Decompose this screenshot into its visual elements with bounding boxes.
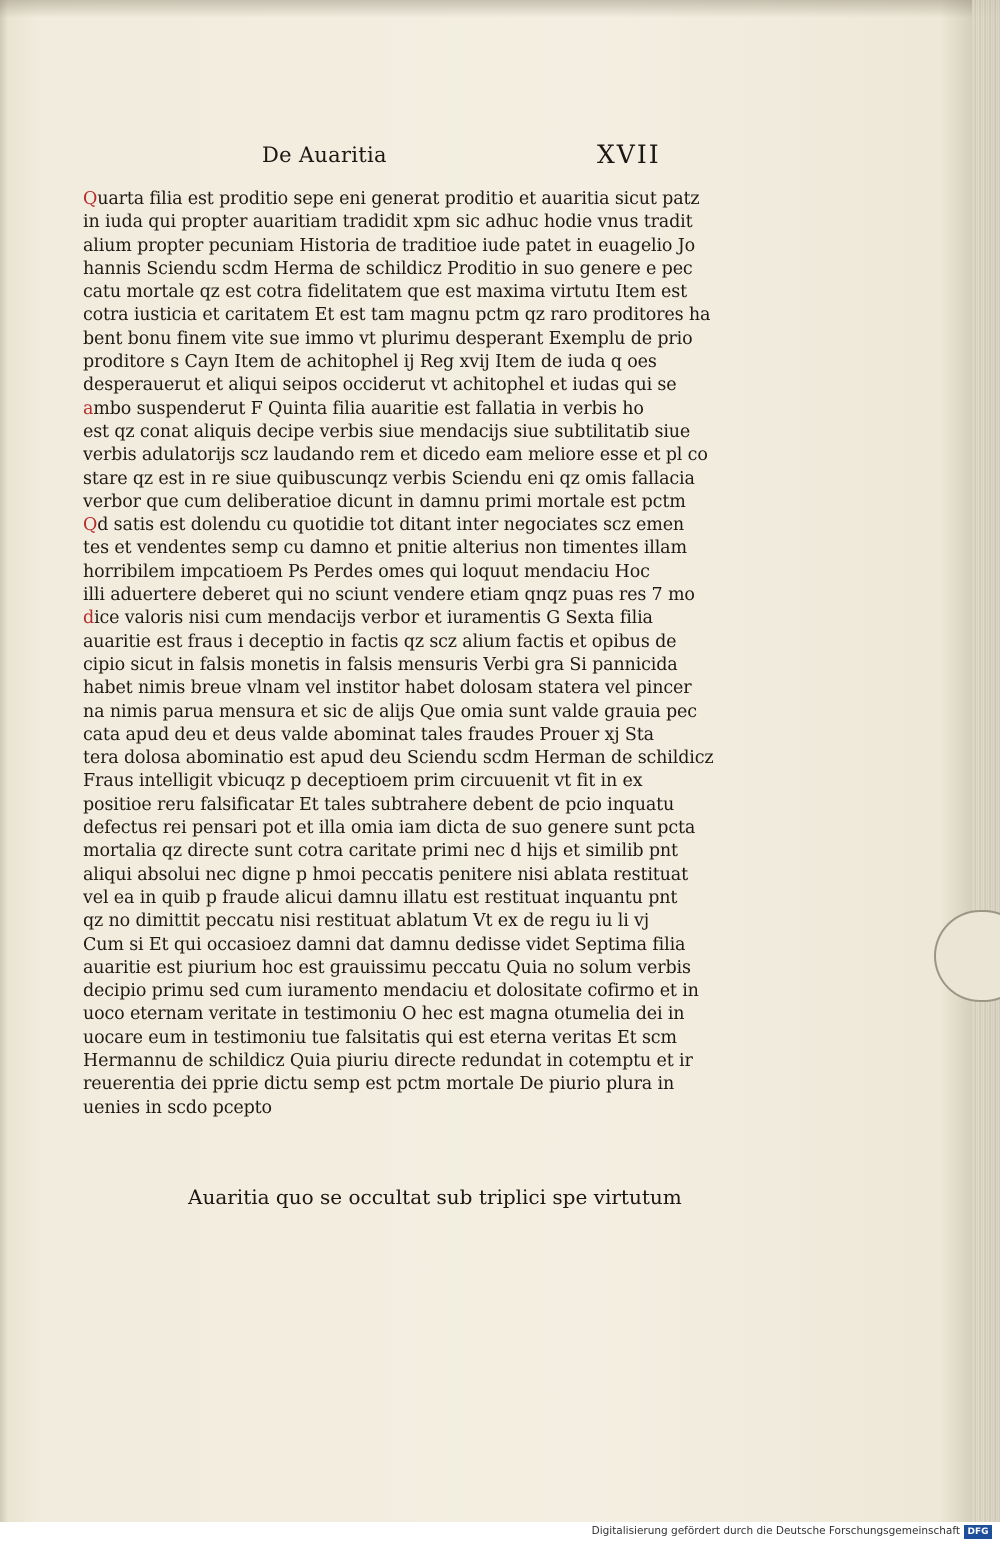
rubricated-initial: Q [83,189,98,209]
text-line: vel ea in quib p fraude alicui damnu illatu est restituat inquantu pnt [83,887,678,908]
text-line: horribilem impcatioem Ps Perdes omes qui loquut mendaciu Hoc [83,561,650,582]
text-line: cotra iusticia et caritatem Et est tam magnu pctm qz raro proditores ha [83,305,711,326]
text-line: auaritie est piurium hoc est grauissimu peccatu Quia no solum verbis [83,957,691,978]
text-line: ambo suspenderut F Quinta filia auaritie est fallatia in verbis ho [83,398,644,419]
text-line: defectus rei pensari pot et illa omia iam dicta de suo genere sunt pcta [83,818,696,839]
text-line: qz no dimittit peccatu nisi restituat ablatum Vt ex de regu iu li vj [83,911,650,932]
body-text [83,188,723,1120]
text-line: decipio primu sed cum iuramento mendaciu et dolositate cofirmo et in [83,981,699,1002]
text-line: tera dolosa abominatio est apud deu Sciendu scdm Herman de schildicz [83,748,714,769]
page-top-shadow [0,0,1000,18]
text-line: cipio sicut in falsis monetis in falsis mensuris Verbi gra Si pannicida [83,654,678,675]
text-line: Fraus intelligit vbicuqz p deceptioem prim circuuenit vt fit in ex [83,771,643,792]
text-line: mortalia qz directe sunt cotra caritate primi nec d hijs et similib pnt [83,841,678,862]
text-line: tes et vendentes semp cu damno et pnitie alterius non timentes illam [83,538,687,559]
text-line: Quarta filia est proditio sepe eni generat proditio et auaritia sicut patz [83,189,700,209]
running-head: De Auaritia [262,143,387,167]
footer-credit: Digitalisierung gefördert durch die Deutsche Forschungsgemeinschaft [591,1525,960,1537]
rubricated-initial: d [83,608,95,629]
text-line: reuerentia dei pprie dictu semp est pctm mortale De piurio plura in [83,1074,675,1095]
text-line: desperauerut et aliqui seipos occiderut vt achitophel et iudas qui se [83,375,677,396]
text-line: verbor que cum deliberatioe dicunt in damnu primi mortale est pctm [83,491,686,512]
rubricated-initial: Q [83,515,98,536]
text-line: stare qz est in re siue quibuscunqz verbis Sciendu eni qz omis fallacia [83,468,695,489]
thumb-tab-decoration [934,910,1000,1002]
text-line: hannis Sciendu scdm Herma de schildicz Proditio in suo genere e pec [83,258,693,279]
text-line: uocare eum in testimoniu tue falsitatis qui est eterna veritas Et scm [83,1027,677,1048]
text-line: na nimis parua mensura et sic de alijs Que omia sunt valde grauia pec [83,701,697,722]
footer-bar [0,1522,1000,1543]
text-line: proditore s Cayn Item de achitophel ij Reg xvij Item de iuda q oes [83,352,657,373]
page-fore-edge [972,0,1000,1522]
text-line: in iuda qui propter auaritiam tradidit xpm sic adhuc hodie vnus tradit [83,212,693,233]
text-line: aliqui absolui nec digne p hmoi peccatis penitere nisi ablata restituat [83,864,688,885]
text-line: illi aduertere deberet qui no sciunt vendere etiam qnqz puas res 7 mo [83,585,695,606]
text-line: positioe reru falsificatar Et tales subtrahere debent de pcio inquatu [83,794,675,815]
dfg-logo: DFG [964,1525,992,1539]
text-line: Qd satis est dolendu cu quotidie tot ditant inter negociates scz emen [83,515,685,536]
text-line: Cum si Et qui occasioez damni dat damnu dedisse videt Septima filia [83,934,686,955]
text-line: auaritie est fraus i deceptio in factis qz scz alium factis et opibus de [83,631,677,652]
text-line: verbis adulatorijs scz laudando rem et dicedo eam meliore esse et pl co [83,445,708,466]
text-line: uenies in scdo pcepto [83,1097,272,1118]
text-line: alium propter pecuniam Historia de traditioe iude patet in euagelio Jo [83,235,695,256]
text-line: catu mortale qz est cotra fidelitatem que est maxima virtutu Item est [83,282,687,303]
section-heading: Auaritia quo se occultat sub triplici spe virtutum [188,1185,682,1209]
text-line: bent bonu finem vite sue immo vt plurimu desperant Exemplu de prio [83,328,693,349]
text-line: habet nimis breue vlnam vel institor habet dolosam statera vel pincer [83,678,692,699]
text-line: uoco eternam veritate in testimoniu O hec est magna otumelia dei in [83,1004,685,1025]
text-line: est qz conat aliquis decipe verbis siue mendacijs siue subtilitatib siue [83,421,691,442]
folio-number: XVII [597,140,661,169]
text-line: dice valoris nisi cum mendacijs verbor et iuramentis G Sexta filia [83,608,653,629]
text-line: Hermannu de schildicz Quia piuriu directe redundat in cotemptu et ir [83,1050,693,1071]
text-line: cata apud deu et deus valde abominat tales fraudes Prouer xj Sta [83,724,654,745]
rubricated-initial: a [83,398,94,419]
